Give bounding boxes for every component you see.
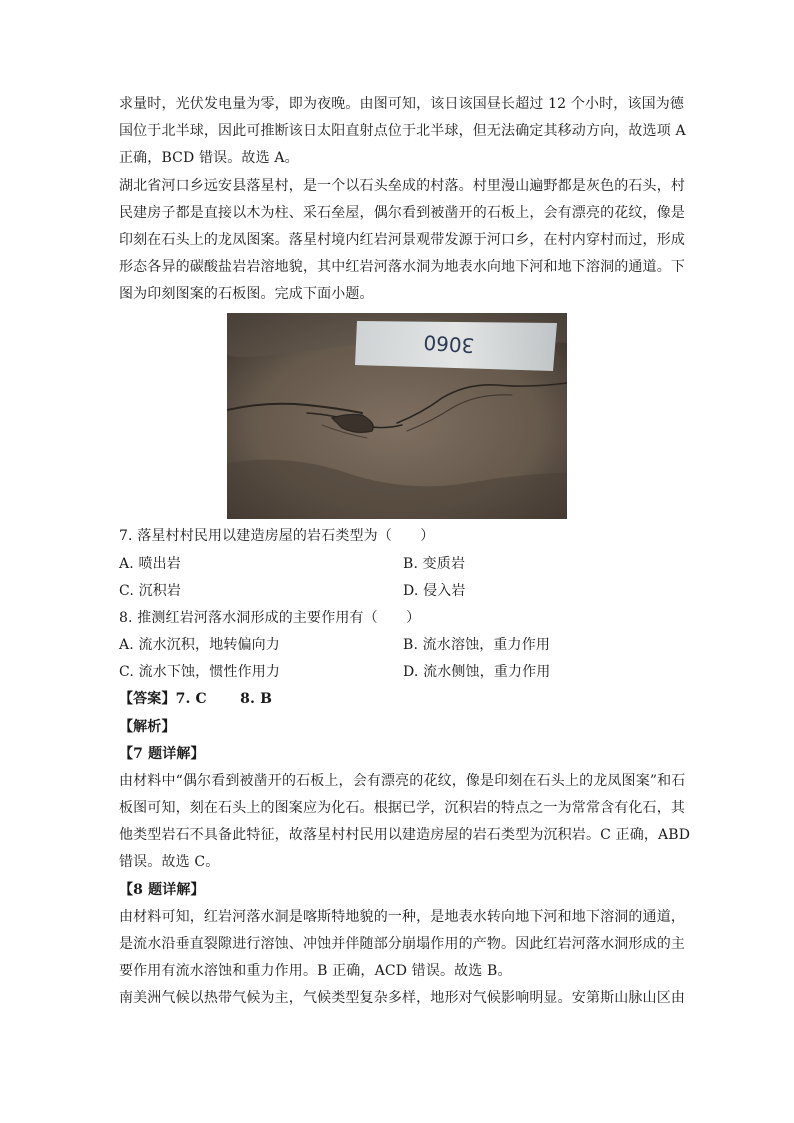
q8-detail-line-3: 要作用有流水溶蚀和重力作用。B 正确，ACD 错误。故选 B。 bbox=[119, 963, 512, 979]
analysis-heading: 【解析】 bbox=[119, 719, 176, 735]
question-8-option-c: C. 流水下蚀，惯性作用力 bbox=[119, 664, 281, 680]
question-7-option-b: B. 变质岩 bbox=[403, 556, 466, 572]
next-material-line-1: 南美洲气候以热带气候为主，气候类型复杂多样，地形对气候影响明显。安第斯山脉山区由 bbox=[119, 990, 685, 1006]
material-line-1: 湖北省河口乡远安县落星村，是一个以石头垒成的村落。村里漫山遍野都是灰色的石头，村 bbox=[119, 178, 685, 194]
question-7-option-c: C. 沉积岩 bbox=[119, 583, 182, 599]
material-line-2: 民建房子都是直接以木为柱、采石垒屋，偶尔看到被凿开的石板上，会有漂亮的花纹，像是 bbox=[119, 205, 685, 221]
question-8-option-d: D. 流水侧蚀，重力作用 bbox=[403, 664, 551, 680]
q7-detail-line-4: 错误。故选 C。 bbox=[119, 854, 220, 870]
specimen-label-text: 3060 bbox=[422, 330, 476, 358]
prev-explanation-line-2: 国位于北半球，因此可推断该日太阳直射点位于北半球，但无法确定其移动方向，故选项 A bbox=[119, 123, 686, 139]
prev-explanation-line-1: 求量时，光伏发电量为零，即为夜晚。由图可知，该日该国昼长超过 12 个小时，该国为德 bbox=[119, 96, 685, 112]
material-line-3: 印刻在石头上的龙凤图案。落星村境内红岩河景观带发源于河口乡，在村内穿村而过，形成 bbox=[119, 232, 685, 248]
specimen-label-icon bbox=[355, 321, 557, 371]
question-7-stem: 7. 落星村村民用以建造房屋的岩石类型为（ ） bbox=[119, 528, 435, 544]
answer-line: 【答案】7. C 8. B bbox=[119, 691, 273, 707]
question-8-option-a: A. 流水沉积，地转偏向力 bbox=[119, 637, 280, 653]
q7-detail-line-3: 他类型岩石不具备此特征，故落星村村民用以建造房屋的岩石类型为沉积岩。C 正确，ABD bbox=[119, 827, 691, 843]
question-7-option-d: D. 侵入岩 bbox=[403, 583, 466, 599]
question-8-option-b: B. 流水溶蚀，重力作用 bbox=[403, 637, 550, 653]
prev-explanation-line-3: 正确，BCD 错误。故选 A。 bbox=[119, 150, 299, 166]
q8-detail-heading: 【8 题详解】 bbox=[119, 882, 205, 898]
question-8-stem: 8. 推测红岩河落水洞形成的主要作用有（ ） bbox=[119, 610, 421, 626]
material-line-4: 形态各异的碳酸盐岩岩溶地貌，其中红岩河落水洞为地表水向地下河和地下溶洞的通道。下 bbox=[119, 259, 685, 275]
q8-detail-line-2: 是流水沿垂直裂隙进行溶蚀、冲蚀并伴随部分崩塌作用的产物。因此红岩河落水洞形成的主 bbox=[119, 936, 685, 952]
q8-detail-line-1: 由材料可知，红岩河落水洞是喀斯特地貌的一种，是地表水转向地下河和地下溶洞的通道， bbox=[119, 909, 685, 925]
question-7-option-a: A. 喷出岩 bbox=[119, 556, 181, 572]
q7-detail-line-2: 板图可知，刻在石头上的图案应为化石。根据已学，沉积岩的特点之一为常常含有化石，其 bbox=[119, 800, 685, 816]
material-line-5: 图为印刻图案的石板图。完成下面小题。 bbox=[119, 286, 374, 302]
fossil-stone-slab-photo bbox=[227, 313, 567, 519]
q7-detail-heading: 【7 题详解】 bbox=[119, 746, 205, 762]
q7-detail-line-1: 由材料中“偶尔看到被凿开的石板上，会有漂亮的花纹，像是印刻在石头上的龙凤图案”和石 bbox=[119, 773, 686, 789]
